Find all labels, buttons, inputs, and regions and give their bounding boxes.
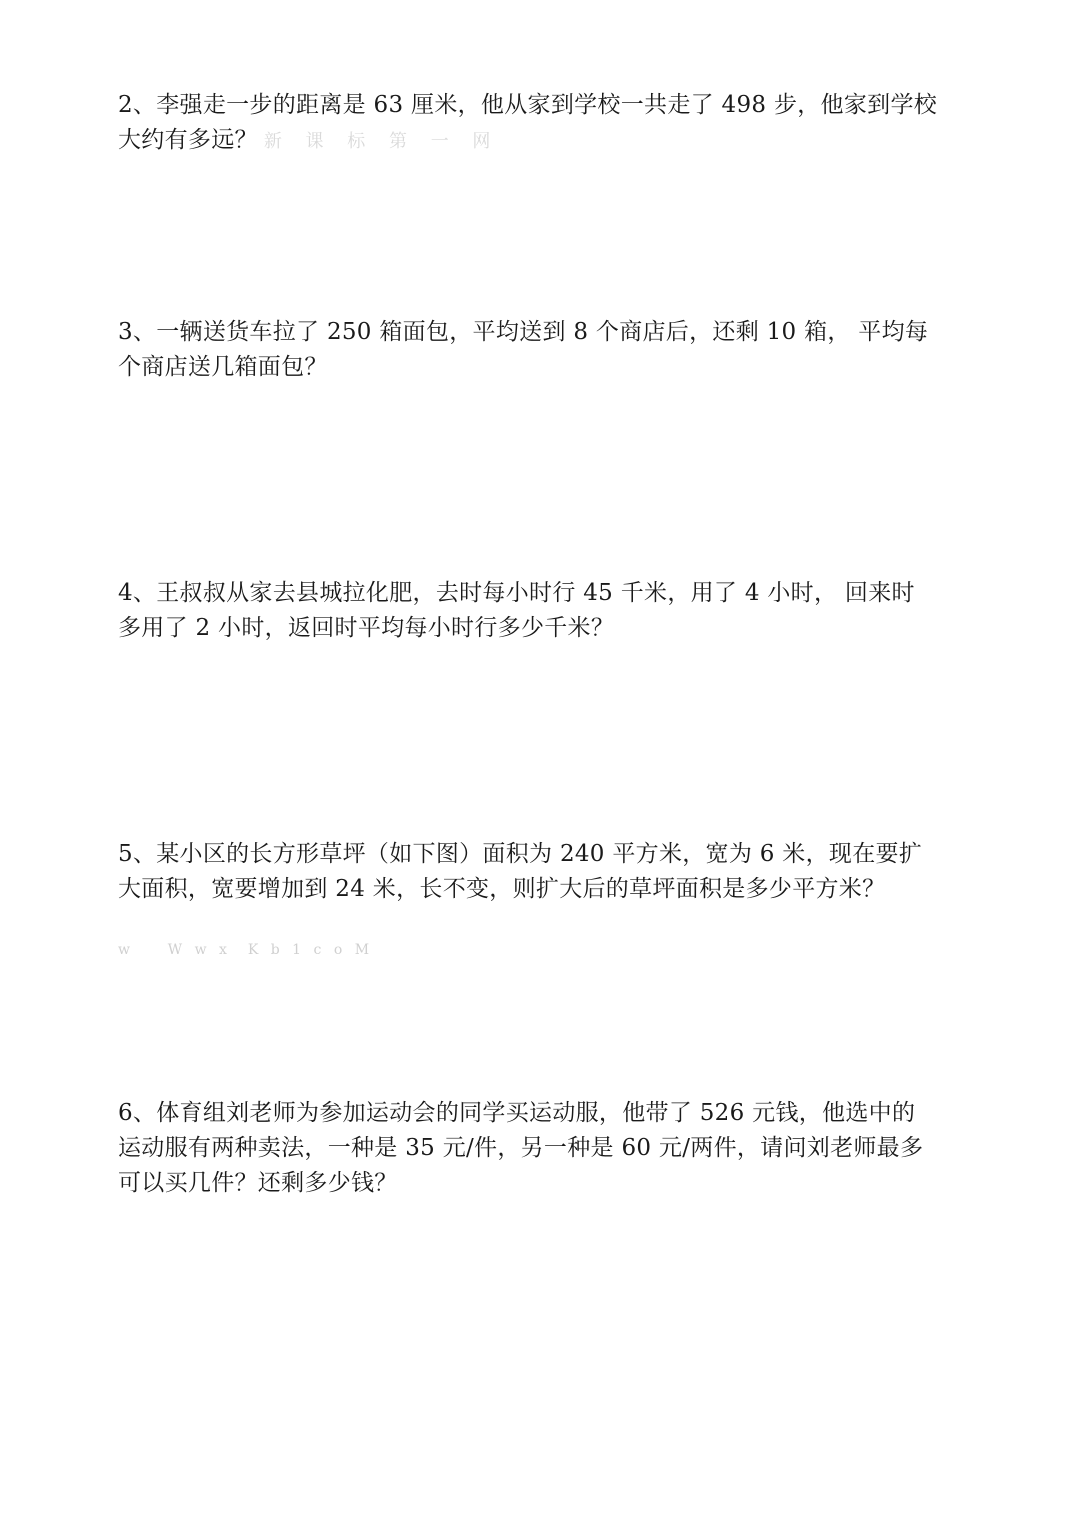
watermark-text: 新 课 标 第 一 网	[263, 131, 500, 152]
problem-2-line-1: 2、李强走一步的距离是 63 厘米，他从家到学校一共走了 498 步，他家到学校	[118, 92, 938, 118]
problem-4	[118, 576, 960, 646]
problem-5-line-2: 大面积，宽要增加到 24 米，长不变，则扩大后的草坪面积是多少平方米？	[118, 876, 886, 902]
problem-3-line-1: 3、一辆送货车拉了 250 箱面包，平均送到 8 个商店后，还剩 10 箱， 平均每	[118, 319, 929, 345]
problem-3-line-2: 个商店送几箱面包？	[118, 354, 328, 380]
watermark-url: w W w x K b 1 c o M	[118, 942, 374, 958]
problem-2	[118, 88, 960, 159]
problem-6-line-2: 运动服有两种卖法，一种是 35 元/件，另一种是 60 元/两件，请问刘老师最多	[118, 1135, 924, 1161]
problem-2-line-2	[118, 123, 960, 159]
problem-6	[118, 1096, 960, 1201]
problem-6-line-1: 6、体育组刘老师为参加运动会的同学买运动服，他带了 526 元钱，他选中的	[118, 1100, 916, 1126]
problem-5	[118, 837, 960, 907]
problem-6-line-3: 可以买几件？还剩多少钱？	[118, 1170, 398, 1196]
problem-4-line-1: 4、王叔叔从家去县城拉化肥，去时每小时行 45 千米，用了 4 小时， 回来时	[118, 580, 915, 606]
problem-3	[118, 315, 960, 385]
problem-5-line-1: 5、某小区的长方形草坪（如下图）面积为 240 平方米，宽为 6 米，现在要扩	[118, 841, 923, 867]
problem-4-line-2: 多用了 2 小时，返回时平均每小时行多少千米？	[118, 615, 615, 641]
problem-2-line-2-text: 大约有多远？	[118, 127, 258, 153]
